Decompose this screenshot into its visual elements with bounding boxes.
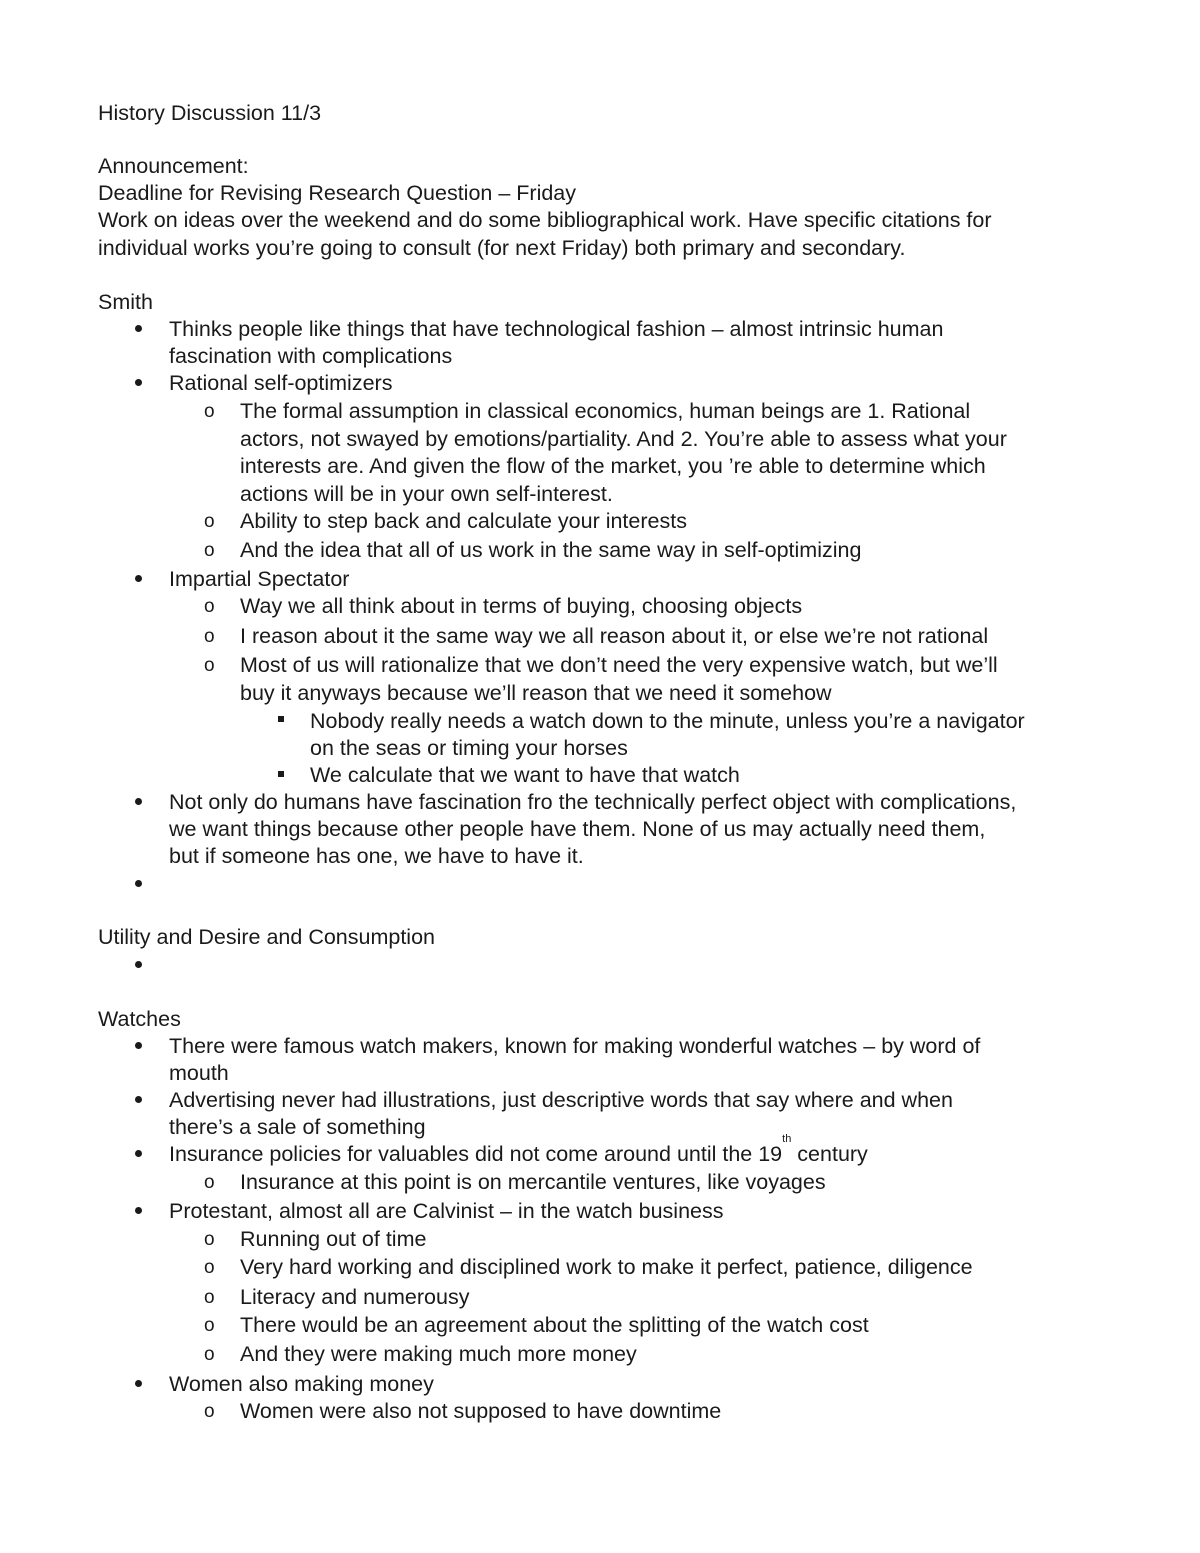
sub-bullet-marker: o	[204, 1315, 215, 1336]
sub-bullet-marker: o	[204, 1229, 215, 1250]
tertiary-item-text: Nobody really needs a watch down to the minute, unless you’re a navigator	[310, 709, 1025, 733]
bullet-dot	[135, 798, 142, 805]
sub-item-text: Most of us will rationalize that we don’t need the very expensive watch, but we’ll	[240, 653, 998, 677]
section-heading-watches: Watches	[98, 1007, 181, 1031]
sub-item-text: Very hard working and disciplined work to make it perfect, patience, diligence	[240, 1255, 973, 1279]
sub-bullet-marker: o	[204, 1257, 215, 1278]
sub-item-text: actions will be in your own self-interest.	[240, 482, 613, 506]
sub-item-text: I reason about it the same way we all reason about it, or else we’re not rational	[240, 624, 989, 648]
sub-item-text: The formal assumption in classical economics, human beings are 1. Rational	[240, 399, 971, 423]
sub-item-text: buy it anyways because we’ll reason that we need it somehow	[240, 681, 832, 705]
tertiary-item-text: on the seas or timing your horses	[310, 736, 628, 760]
list-item-text: Advertising never had illustrations, just descriptive words that say where and when	[169, 1088, 953, 1112]
sub-item-text: Ability to step back and calculate your interests	[240, 509, 687, 533]
sub-bullet-marker: o	[204, 655, 215, 676]
sub-bullet-marker: o	[204, 626, 215, 647]
bullet-dot-empty	[135, 961, 142, 968]
sub-item-text: Women were also not supposed to have downtime	[240, 1399, 722, 1423]
sub-bullet-marker: o	[204, 401, 215, 422]
sub-item-text: And they were making much more money	[240, 1342, 637, 1366]
list-item-text: Women also making money	[169, 1372, 434, 1396]
list-item-text: there’s a sale of something	[169, 1115, 426, 1139]
sub-item-text: Running out of time	[240, 1227, 427, 1251]
bullet-dot	[135, 575, 142, 582]
bullet-dot	[135, 325, 142, 332]
sub-bullet-marker: o	[204, 1344, 215, 1365]
bullet-dot	[135, 379, 142, 386]
list-item-text-part: century	[791, 1142, 868, 1166]
section-heading-smith: Smith	[98, 290, 153, 314]
tertiary-item-text: We calculate that we want to have that watch	[310, 763, 740, 787]
announcement-heading: Announcement:	[98, 154, 249, 178]
section-heading-utility: Utility and Desire and Consumption	[98, 925, 435, 949]
list-item-text-part: Insurance policies for valuables did not come around until the 19	[169, 1142, 783, 1166]
sub-bullet-marker: o	[204, 596, 215, 617]
list-item-text: but if someone has one, we have to have it.	[169, 844, 584, 868]
bullet-dot	[135, 1042, 142, 1049]
sub-item-text: Way we all think about in terms of buying, choosing objects	[240, 594, 803, 618]
list-item-text: Not only do humans have fascination fro the technically perfect object with complications,	[169, 790, 1017, 814]
bullet-dot	[135, 1207, 142, 1214]
list-item-text: Rational self-optimizers	[169, 371, 393, 395]
sub-item-text: actors, not swayed by emotions/partiality. And 2. You’re able to assess what your	[240, 427, 1007, 451]
bullet-dot	[135, 1380, 142, 1387]
sub-item-text: interests are. And given the flow of the market, you ’re able to determine which	[240, 454, 986, 478]
sub-bullet-marker: o	[204, 511, 215, 532]
bullet-dot	[135, 1150, 142, 1157]
announcement-text-line: individual works you’re going to consult (for next Friday) both primary and secondary.	[98, 236, 906, 260]
sub-bullet-marker: o	[204, 1401, 215, 1422]
sub-item-text: There would be an agreement about the splitting of the watch cost	[240, 1313, 869, 1337]
sub-bullet-marker: o	[204, 540, 215, 561]
list-item-text: Thinks people like things that have technological fashion – almost intrinsic human	[169, 317, 944, 341]
superscript-ordinal: th	[782, 1133, 792, 1145]
list-item-text: Protestant, almost all are Calvinist – in the watch business	[169, 1199, 724, 1223]
sub-item-text: And the idea that all of us work in the same way in self-optimizing	[240, 538, 862, 562]
sub-item-text: Insurance at this point is on mercantile ventures, like voyages	[240, 1170, 826, 1194]
list-item-text: There were famous watch makers, known for making wonderful watches – by word of	[169, 1034, 981, 1058]
tertiary-bullet-square	[278, 716, 284, 722]
document-title: History Discussion 11/3	[98, 101, 322, 125]
bullet-dot-empty	[135, 880, 142, 887]
announcement-text-line: Work on ideas over the weekend and do some bibliographical work. Have specific citations for	[98, 208, 992, 232]
list-item-text: mouth	[169, 1061, 229, 1085]
list-item-text: fascination with complications	[169, 344, 453, 368]
sub-bullet-marker: o	[204, 1287, 215, 1308]
bullet-dot	[135, 1096, 142, 1103]
sub-bullet-marker: o	[204, 1172, 215, 1193]
list-item-text	[169, 1133, 868, 1168]
sub-item-text: Literacy and numerousy	[240, 1285, 470, 1309]
list-item-text: Impartial Spectator	[169, 567, 350, 591]
list-item-text: we want things because other people have them. None of us may actually need them,	[169, 817, 986, 841]
announcement-deadline: Deadline for Revising Research Question – Friday	[98, 181, 577, 205]
tertiary-bullet-square	[278, 771, 284, 777]
